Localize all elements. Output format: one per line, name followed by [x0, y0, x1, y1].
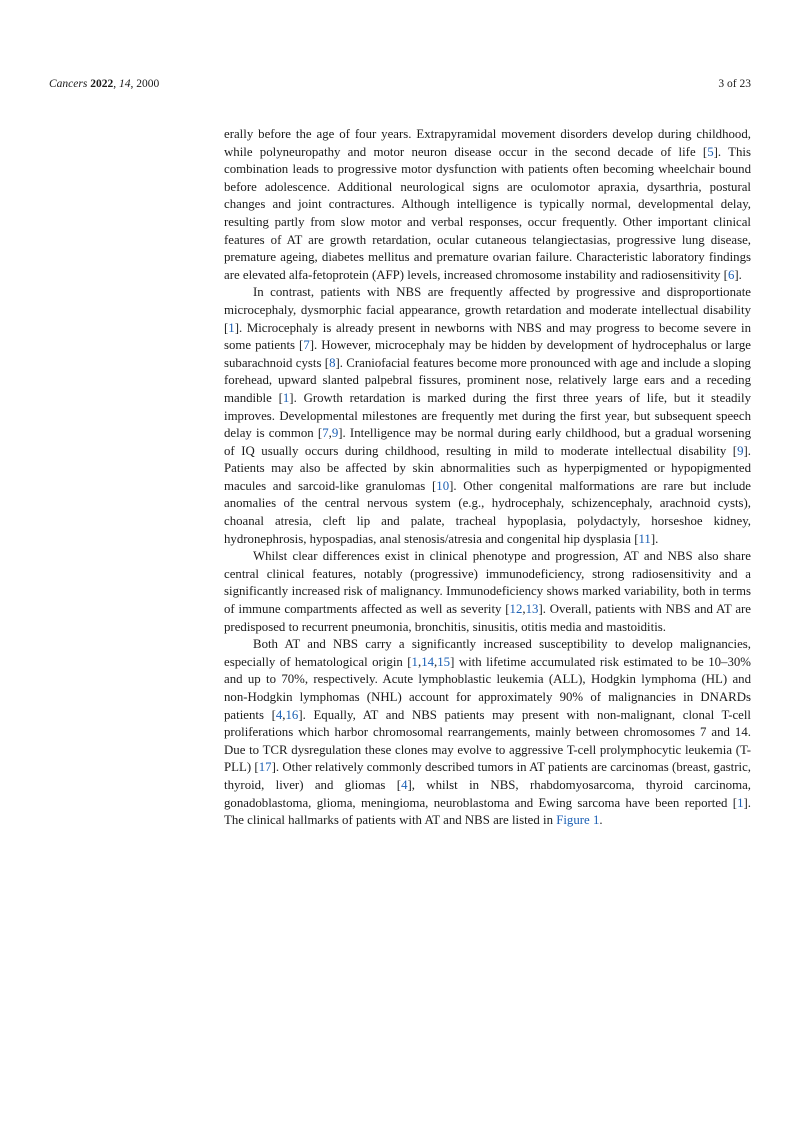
text-run: In contrast, patients with NBS are frequently affected by progressive and disproportionate microcephaly, dysmorphic facial appearance, growth retardation and moderate intellectual disability [: [224, 285, 751, 335]
text-run: ]. This combination leads to progressive motor dysfunction with patients often becoming wheelchair bound before adolescence. Additional neurological signs are oculomotor apraxia, dysarthria, postural changes and joint contractures. Although intelligence is typically normal, developmental delay, resulting partly from slow motor and verbal responses, occur frequently. Other important clinical features of AT are growth retardation, ocular cutaneous telangiectasias, progressive lung disease, premature ageing, diabetes mellitus and premature ovarian failure. Characteristic laboratory findings are elevated alfa-fetoprotein (AFP) levels, increased chromosome instability and radiosensitivity [: [224, 144, 751, 282]
journal-name: Cancers: [49, 78, 88, 90]
text-run: ]. Overall, patients with NBS and AT are predisposed to recurrent pneumonia, bronchitis, sinusitis, otitis media and mastoiditis.: [224, 602, 751, 634]
citation-link[interactable]: 8: [329, 355, 336, 370]
citation-link[interactable]: 5: [707, 144, 714, 159]
text-run: ]. The clinical hallmarks of patients with AT and NBS are listed in: [224, 795, 751, 828]
citation-link[interactable]: 7: [303, 338, 310, 353]
citation-link[interactable]: 17: [258, 760, 272, 775]
text-run: erally before the age of four years. Extrapyramidal movement disorders develop during childhood, while polyneuropathy and motor neuron disease occur in the second decade of life [: [224, 127, 751, 159]
text-run: ].: [650, 531, 659, 546]
text-run: ] with lifetime accumulated risk estimated to be 10–30% and up to 70%, respectively. Acute lymphoblastic leukemia (ALL), Hodgkin lymphoma (HL) and non-Hodgkin lymphomas (NHL) account for approximately 90% of malignancies in DNARDs patients [: [224, 654, 751, 722]
citation-link[interactable]: 11: [638, 531, 651, 546]
text-run: ]. However, microcephaly may be hidden by development of hydrocephalus or large subarachnoid cysts [: [224, 338, 751, 370]
citation-link[interactable]: 4: [275, 707, 283, 722]
citation-link[interactable]: 13: [525, 602, 539, 617]
text-run: ]. Craniofacial features become more pronounced with age and include a sloping forehead, upward slanted palpebral fissures, prominent nose, relatively large ears and a receding mandible [: [224, 355, 751, 405]
citation-link[interactable]: 12: [509, 602, 523, 617]
text-run: ,: [328, 426, 332, 441]
text-run: ,: [417, 654, 422, 669]
text-run: ]. Intelligence may be normal during early childhood, but a gradual worsening of IQ usually occurs during childhood, resulting in mild to moderate intellectual disability [: [224, 426, 751, 458]
paragraph: [224, 284, 751, 548]
text-run: ], whilst in NBS, rhabdomyosarcoma, thyroid carcinoma, gonadoblastoma, glioma, meningioma, neuroblastoma and Ewing sarcoma have been reported [: [224, 777, 752, 810]
text-run: ]. Patients may also be affected by skin abnormalities such as hyperpigmented or hypopigmented macules and sarcoid-like granulomas [: [224, 443, 751, 493]
text-run: ]. Other congenital malformations are rare but include anomalies of the central nervous system (e.g., hydrocephaly, schizencephaly, arachnoid cysts), choanal atresia, cleft lip and palate, tracheal hypoplasia, polydactyly, horseshoe kidney, hydronephrosis, hypospadias, anal stenosis/atresia and congenital hip dysplasia [: [224, 478, 751, 546]
text-run: ]. Growth retardation is marked during the first three years of life, but it steadily improves. Developmental milestones are frequently met during the first year, but subsequent speech delay is common [: [224, 390, 751, 441]
text-run: ].: [734, 267, 742, 282]
text-run: ,: [282, 707, 286, 722]
citation-link[interactable]: 1: [737, 795, 744, 810]
citation-link[interactable]: 7: [322, 426, 329, 441]
text-run: ]. Equally, AT and NBS patients may present with non-malignant, clonal T-cell proliferations which harbor chromosomal rearrangements, mainly between chromosomes 7 and 14. Due to TCR dysregulation these clones may evolve to aggressive T-cell prolymphocytic leukemia (T-PLL) [: [224, 707, 752, 775]
article-number: 2000: [136, 78, 160, 90]
citation-link[interactable]: 10: [436, 478, 450, 493]
text-run: Both AT and NBS carry a significantly increased susceptibility to develop malignancies, especially of hematological origin [: [224, 637, 751, 669]
text-run: Whilst clear differences exist in clinical phenotype and progression, AT and NBS also share central clinical features, notably (progressive) immunodeficiency, strong radiosensitivity and a significantly increased risk of malignancy. Immunodeficiency shows marked variability, both in terms of immune compartments affected as well as severity [: [224, 549, 751, 617]
volume-number: 14: [118, 78, 131, 90]
citation-link[interactable]: 14: [421, 654, 435, 669]
body-text: [224, 126, 751, 830]
citation-link[interactable]: 6: [727, 267, 735, 282]
citation-link[interactable]: Figure 1: [556, 813, 600, 828]
text-run: .: [599, 813, 603, 828]
text-run: ]. Other relatively commonly described tumors in AT patients are carcinomas (breast, gastric, thyroid, liver) and gliomas [: [224, 760, 751, 792]
paragraph: [224, 548, 751, 636]
citation-link[interactable]: 9: [331, 426, 339, 441]
text-run: ,: [522, 602, 526, 617]
running-head: Cancers 2022, 14, 2000: [49, 78, 160, 90]
citation-link[interactable]: 1: [282, 390, 290, 405]
page-header: [49, 76, 751, 92]
citation-link[interactable]: 16: [285, 707, 299, 722]
paragraph: [224, 126, 751, 284]
page-number: 3 of 23: [718, 78, 751, 90]
citation-link[interactable]: 9: [737, 443, 744, 458]
citation-link[interactable]: 15: [437, 654, 451, 669]
citation-link[interactable]: 4: [401, 777, 408, 792]
citation-link[interactable]: 1: [228, 320, 235, 335]
text-run: ]. Microcephaly is already present in newborns with NBS and may progress to become severe in some patients [: [224, 320, 751, 353]
paragraph: [224, 636, 751, 830]
citation-link[interactable]: 1: [411, 654, 418, 669]
text-run: ,: [434, 654, 438, 669]
publication-year: 2022: [90, 78, 114, 90]
